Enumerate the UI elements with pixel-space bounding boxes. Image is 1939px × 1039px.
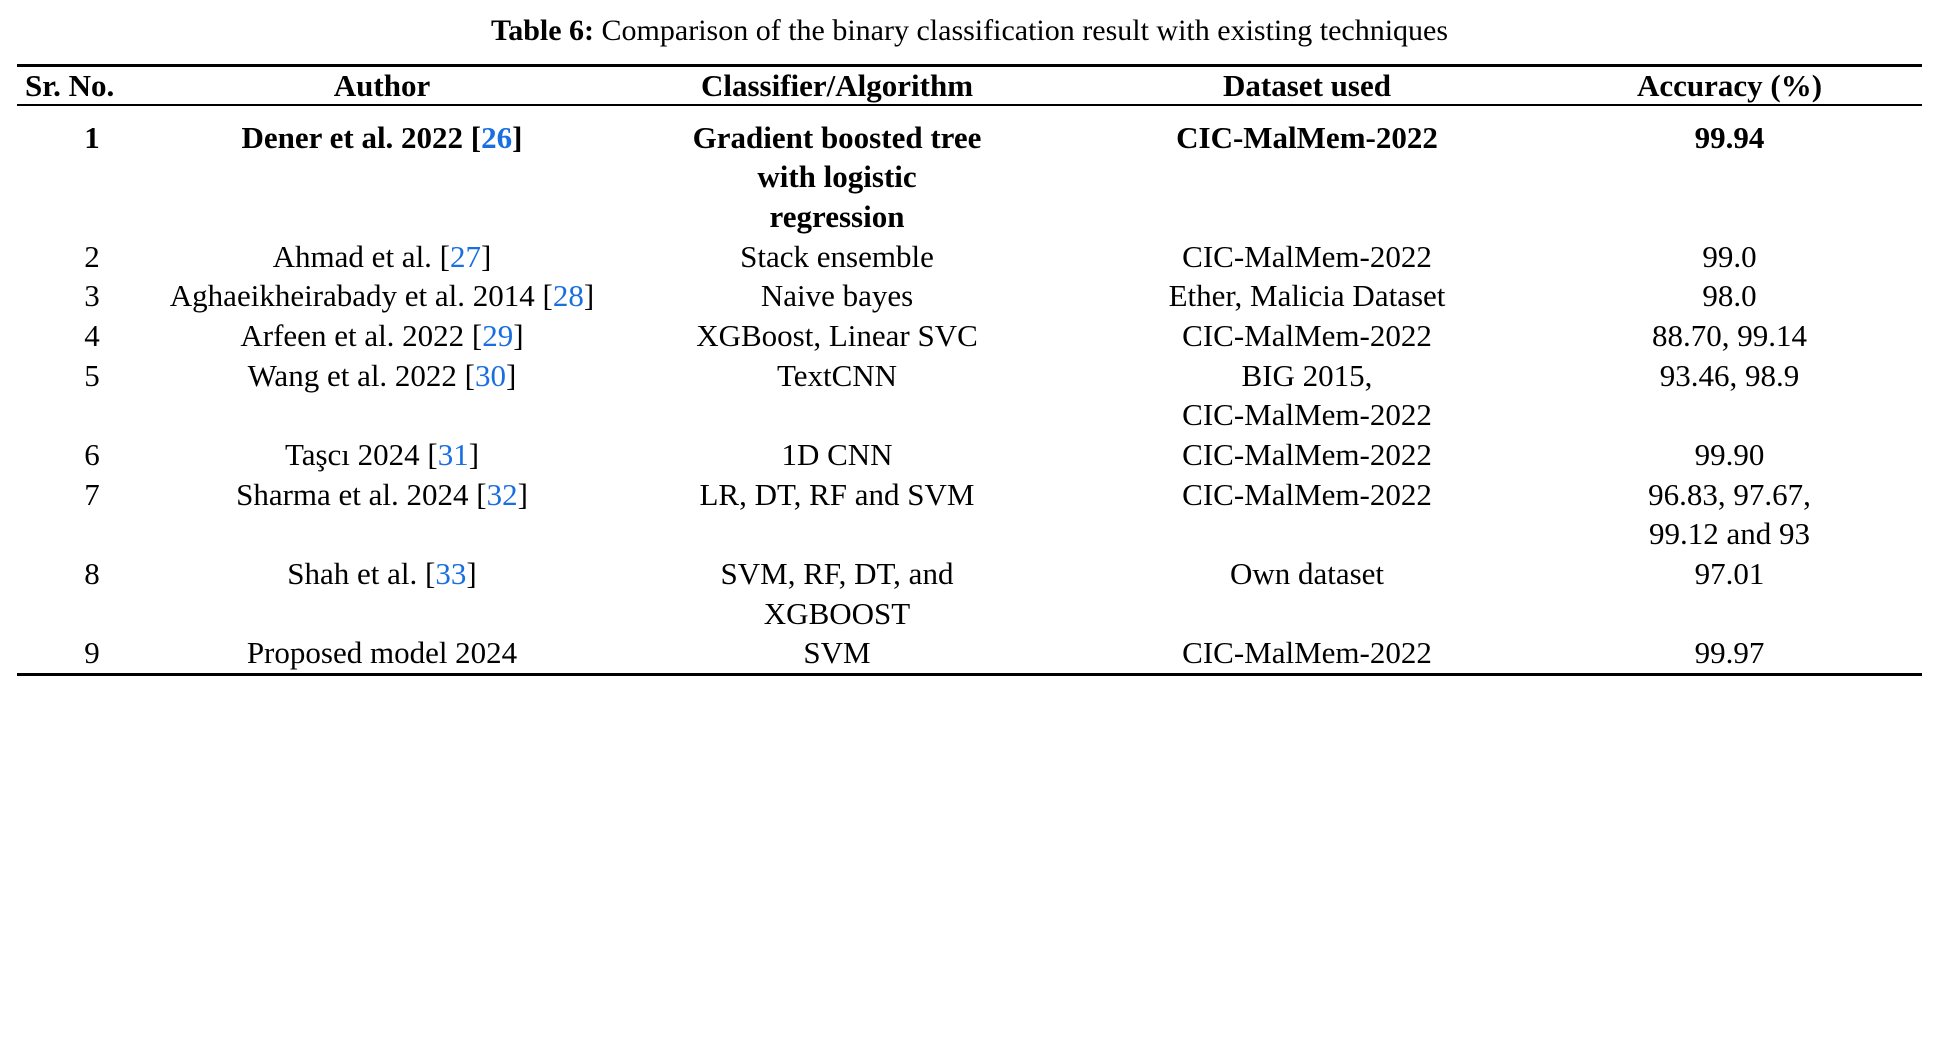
- cell-accuracy-line: 99.12 and 93: [1648, 516, 1810, 552]
- header-dataset: Dataset used: [1077, 65, 1537, 105]
- cell-author: [167, 237, 597, 277]
- cell-sr-no: 6: [84, 437, 100, 473]
- cell-classifier: [597, 633, 1077, 673]
- cell-classifier-line: TextCNN: [776, 357, 898, 393]
- table-header-row: [17, 65, 1922, 105]
- cell-author: [167, 276, 597, 316]
- table-body: [17, 105, 1922, 673]
- cell-sr-no: 7: [84, 476, 100, 512]
- header-classifier: Classifier/Algorithm: [597, 65, 1077, 105]
- citation-bracket: ]: [481, 238, 492, 274]
- table-bottom-rule: [17, 673, 1922, 676]
- cell-classifier-line: XGBoost, Linear SVC: [696, 318, 978, 354]
- cell-sr-no: 4: [84, 318, 100, 354]
- citation-bracket: ]: [517, 476, 528, 512]
- cell-classifier-line: SVM, RF, DT, and: [720, 556, 954, 592]
- cell-accuracy-line: 96.83, 97.67,: [1648, 476, 1811, 512]
- cell-classifier: [597, 475, 1077, 554]
- caption-text: Comparison of the binary classification result with existing techniques: [601, 14, 1449, 47]
- citation-bracket: ]: [513, 318, 524, 354]
- cell-sr-no: 5: [84, 357, 100, 393]
- author-name: Dener et al. 2022 [: [241, 119, 482, 155]
- cell-accuracy: [1537, 554, 1922, 633]
- cell-dataset-line: CIC-MalMem-2022: [1176, 119, 1438, 155]
- comparison-table: [17, 64, 1922, 674]
- citation-link[interactable]: 31: [437, 437, 469, 473]
- cell-author: [167, 105, 597, 237]
- cell-classifier-line: Gradient boosted tree: [692, 119, 982, 155]
- cell-dataset-line: Own dataset: [1229, 556, 1385, 592]
- caption-label: Table 6:: [490, 14, 595, 47]
- citation-bracket: ]: [583, 278, 595, 314]
- cell-classifier: [597, 316, 1077, 356]
- cell-author: [167, 475, 597, 554]
- cell-classifier-line: regression: [769, 199, 905, 235]
- author-name: Proposed model 2024: [246, 635, 518, 671]
- cell-dataset: [1077, 475, 1537, 554]
- citation-bracket: ]: [468, 437, 480, 473]
- table-row: [17, 475, 1922, 554]
- cell-accuracy: [1537, 475, 1922, 554]
- cell-classifier: [597, 435, 1077, 475]
- cell-sr-no: 9: [84, 635, 100, 671]
- citation-bracket: ]: [466, 556, 477, 592]
- cell-author: [167, 633, 597, 673]
- cell-classifier: [597, 276, 1077, 316]
- cell-dataset: [1077, 356, 1537, 435]
- cell-author: [167, 435, 597, 475]
- author-name: Arfeen et al. 2022 [: [240, 318, 483, 354]
- citation-bracket: ]: [506, 357, 517, 393]
- cell-accuracy-line: 98.0: [1702, 278, 1757, 314]
- cell-dataset: [1077, 554, 1537, 633]
- cell-classifier-line: Naive bayes: [760, 278, 914, 314]
- table-row: [17, 316, 1922, 356]
- table-row: [17, 276, 1922, 316]
- cell-dataset-line: CIC-MalMem-2022: [1182, 437, 1432, 473]
- citation-link[interactable]: 30: [475, 357, 507, 393]
- citation-bracket: ]: [512, 119, 523, 155]
- table-row: [17, 356, 1922, 435]
- cell-accuracy: [1537, 316, 1922, 356]
- cell-accuracy-line: 99.90: [1694, 437, 1765, 473]
- header-author: Author: [167, 65, 597, 105]
- cell-dataset: [1077, 316, 1537, 356]
- author-name: Shah et al. [: [287, 556, 436, 592]
- cell-accuracy-line: 97.01: [1694, 556, 1765, 592]
- cell-dataset-line: CIC-MalMem-2022: [1182, 238, 1432, 274]
- citation-link[interactable]: 33: [435, 556, 467, 592]
- citation-link[interactable]: 28: [552, 278, 584, 314]
- author-name: Taşcı 2024 [: [284, 437, 438, 473]
- cell-accuracy-line: 99.94: [1694, 119, 1765, 155]
- cell-sr-no: 8: [84, 556, 100, 592]
- author-name: Ahmad et al. [: [272, 238, 450, 274]
- cell-dataset: [1077, 276, 1537, 316]
- table-row: [17, 633, 1922, 673]
- cell-accuracy: [1537, 105, 1922, 237]
- cell-accuracy: [1537, 633, 1922, 673]
- cell-classifier-line: 1D CNN: [781, 437, 893, 473]
- table-row: [17, 554, 1922, 633]
- cell-classifier-line: Stack ensemble: [740, 238, 934, 274]
- author-name: Aghaeikheirabady et al. 2014 [: [169, 278, 553, 314]
- cell-author: [167, 554, 597, 633]
- citation-link[interactable]: 32: [486, 476, 518, 512]
- table-row: [17, 237, 1922, 277]
- cell-sr-no: 1: [84, 119, 100, 155]
- citation-link[interactable]: 26: [481, 119, 513, 155]
- cell-classifier-line: SVM: [803, 635, 871, 671]
- cell-accuracy-line: 93.46, 98.9: [1659, 357, 1800, 393]
- table-caption: [0, 8, 1939, 64]
- author-name: Sharma et al. 2024 [: [236, 476, 487, 512]
- cell-dataset: [1077, 633, 1537, 673]
- cell-dataset-line: CIC-MalMem-2022: [1182, 397, 1432, 433]
- cell-dataset: [1077, 435, 1537, 475]
- cell-sr-no: 2: [84, 238, 100, 274]
- cell-dataset-line: CIC-MalMem-2022: [1182, 635, 1432, 671]
- cell-dataset: [1077, 105, 1537, 237]
- cell-classifier-line: LR, DT, RF and SVM: [699, 476, 975, 512]
- cell-accuracy-line: 99.97: [1694, 635, 1765, 671]
- author-name: Wang et al. 2022 [: [247, 357, 476, 393]
- cell-classifier: [597, 356, 1077, 435]
- cell-classifier: [597, 237, 1077, 277]
- cell-accuracy: [1537, 356, 1922, 435]
- cell-classifier: [597, 554, 1077, 633]
- table-row: [17, 435, 1922, 475]
- header-accuracy: Accuracy (%): [1537, 65, 1922, 105]
- cell-accuracy-line: 88.70, 99.14: [1652, 318, 1807, 354]
- cell-classifier-line: XGBOOST: [763, 595, 911, 631]
- cell-dataset-line: CIC-MalMem-2022: [1182, 318, 1432, 354]
- citation-link[interactable]: 27: [450, 238, 481, 274]
- header-sr-no: Sr. No.: [17, 65, 167, 105]
- cell-accuracy: [1537, 435, 1922, 475]
- table-row: [17, 105, 1922, 237]
- cell-classifier: [597, 105, 1077, 237]
- cell-dataset-line: BIG 2015,: [1241, 357, 1373, 393]
- cell-accuracy: [1537, 237, 1922, 277]
- cell-dataset: [1077, 237, 1537, 277]
- cell-dataset-line: Ether, Malicia Dataset: [1168, 278, 1446, 314]
- cell-author: [167, 356, 597, 435]
- cell-sr-no: 3: [84, 278, 100, 314]
- cell-accuracy-line: 99.0: [1702, 238, 1757, 274]
- citation-link[interactable]: 29: [482, 318, 514, 354]
- cell-author: [167, 316, 597, 356]
- cell-accuracy: [1537, 276, 1922, 316]
- cell-classifier-line: with logistic: [757, 159, 917, 195]
- cell-dataset-line: CIC-MalMem-2022: [1182, 476, 1432, 512]
